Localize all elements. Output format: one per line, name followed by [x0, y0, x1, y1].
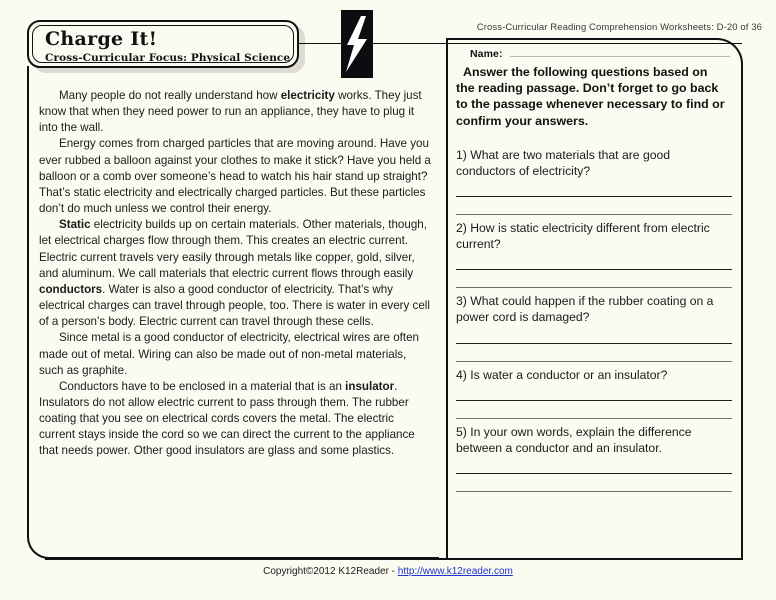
answer-line[interactable]	[456, 473, 732, 474]
question-item	[456, 368, 732, 426]
answer-line[interactable]	[456, 196, 732, 197]
reading-passage-text	[39, 88, 431, 460]
passage-run: Many people do not really understand how	[59, 89, 281, 102]
passage-paragraph	[39, 88, 431, 136]
question-item	[456, 425, 732, 498]
passage-paragraph	[39, 217, 431, 330]
question-text: 4) Is water a conductor or an insulator?	[456, 367, 668, 382]
passage-keyword: conductors	[39, 282, 103, 296]
question-item	[456, 294, 732, 367]
passage-keyword: insulator	[345, 379, 395, 393]
name-field-row	[470, 48, 730, 60]
passage-paragraph	[39, 136, 431, 217]
question-text: 3) What could happen if the rubber coating on a power cord is damaged?	[456, 294, 714, 324]
footer	[0, 566, 776, 577]
question-text: 5) In your own words, explain the difference between a conductor and an insulator.	[456, 425, 692, 455]
passage-keyword: electricity	[280, 89, 335, 102]
passage-paragraph	[39, 330, 431, 378]
passage-run: Since metal is a good conductor of electricity, electrical wires are often made out of metal. Wiring can also be made out of non-metal materials, such as graphite.	[39, 331, 420, 377]
passage-run: Energy comes from charged particles that are moving around. Have you ever rubbed a balloon against your clothes to make it stick? Have you held a balloon or a comb over someone’s head to watch his hair stand up straight? That’s static electricity and electrically charged particles. But these particles don’t do much unless we control their energy.	[39, 137, 431, 216]
worksheet-header-label: Cross-Curricular Reading Comprehension Worksheets: D-20 of 36	[476, 22, 762, 33]
copyright-text: Copyright©2012 K12Reader -	[263, 566, 398, 577]
page-subtitle: Cross-Curricular Focus: Physical Science	[45, 51, 291, 64]
question-item	[456, 148, 732, 221]
answer-line[interactable]	[456, 343, 732, 344]
lightning-bolt-icon	[341, 10, 373, 78]
reading-passage-panel	[27, 66, 439, 559]
name-label: Name:	[470, 48, 503, 60]
passage-run: . Water is also a good conductor of electricity. That’s why electrical charges can travel through people, too. There is water in every cell of a person’s body. Electric current can travel through these cells.	[39, 282, 430, 329]
passage-keyword: Static	[59, 218, 91, 232]
question-text: 2) How is static electricity different from electric current?	[456, 221, 710, 251]
passage-paragraph	[39, 379, 431, 460]
publisher-link[interactable]: http://www.k12reader.com	[397, 566, 513, 577]
question-item	[456, 221, 732, 294]
passage-run: electricity builds up on certain materials. Other materials, though, let electrical charges flow through them. This creates an electric current. Electric current travels very easily through metals like copper, gold, silver, and aluminum. We call materials that electric current flows through easily	[39, 218, 427, 280]
instructions-text: Answer the following questions based on the reading passage. Don’t forget to go back to the passage whenever necessary to find or confirm your answers.	[456, 65, 725, 128]
questions-list	[456, 148, 732, 498]
answer-line[interactable]	[456, 269, 732, 270]
page-title: Charge It!	[45, 28, 158, 50]
title-box-inner-border	[32, 25, 294, 63]
passage-run: Conductors have to be enclosed in a material that is an	[59, 379, 346, 393]
title-box	[27, 20, 299, 68]
question-text: 1) What are two materials that are good conductors of electricity?	[456, 148, 671, 178]
name-input-line[interactable]	[510, 56, 730, 57]
passage-run: works. They just know that when they need power to run an appliance, they have to plug it into the wall.	[39, 89, 422, 135]
question-spacer	[456, 492, 732, 498]
passage-run: . Insulators do not allow electric current to pass through them. The rubber coating that you see on electrical cords covers the metal. The electric current stays inside the cord so we can direct the current to the appliance that needs power. Other good insulators are glass and some plastics.	[39, 379, 415, 458]
answer-line[interactable]	[456, 400, 732, 401]
